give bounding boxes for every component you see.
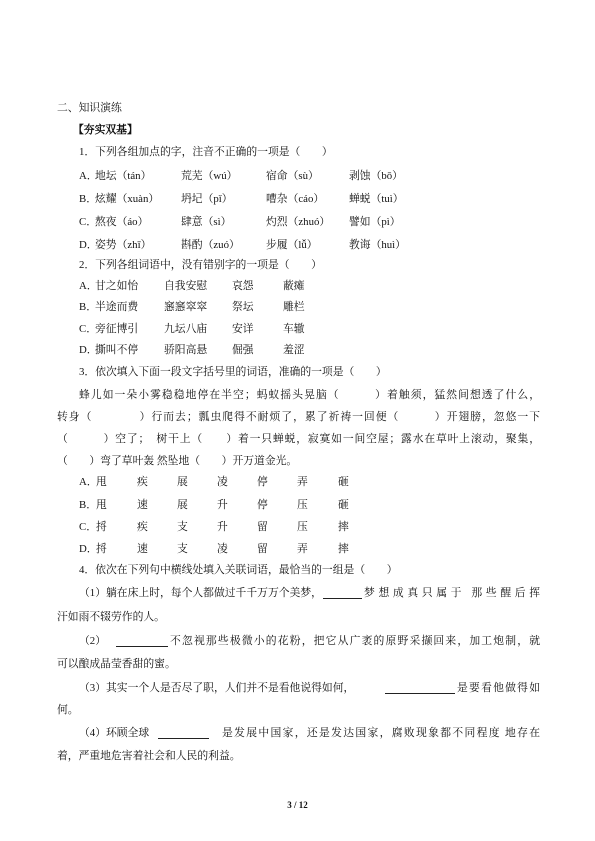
option-item: 宿命（sù） bbox=[266, 170, 319, 182]
option-item: 停 bbox=[257, 499, 268, 511]
option-item: 升 bbox=[217, 521, 228, 533]
question-1-option-b bbox=[79, 192, 549, 206]
option-item: 速 bbox=[137, 499, 148, 511]
option-item: 蝉蜕（tuì） bbox=[349, 193, 404, 205]
option-item: 压 bbox=[297, 499, 308, 511]
question-3-option-c bbox=[79, 520, 549, 534]
option-item: 捋 bbox=[96, 521, 107, 533]
option-item: 地坛（tán） bbox=[95, 170, 152, 182]
page-number: 3 / 12 bbox=[287, 800, 308, 810]
question-1-option-a bbox=[79, 169, 549, 183]
passage-line: 蜂儿如一朵小雾稳稳地停在半空；蚂蚁摇头晃脑（ ）着触须，猛然间想透了什么， bbox=[79, 389, 540, 401]
option-item: 倔强 bbox=[232, 344, 254, 356]
passage-line: 转身（ ）行而去；瓢虫爬得不耐烦了，累了祈祷一回便（ ）开翅膀，忽悠一下 bbox=[57, 411, 540, 423]
option-item: 窸窸窣窣 bbox=[164, 301, 208, 313]
sentence-3-after-blank: 是要看他做得如 bbox=[457, 682, 540, 694]
option-item: 安详 bbox=[232, 323, 254, 335]
answer-blank bbox=[158, 726, 209, 739]
option-label: D． bbox=[79, 239, 98, 251]
option-item: 摔 bbox=[338, 521, 349, 533]
answer-blank bbox=[116, 634, 168, 647]
question-2-option-d bbox=[79, 343, 549, 357]
option-item: 停 bbox=[257, 476, 268, 488]
option-label: B． bbox=[79, 193, 97, 205]
option-label: C． bbox=[79, 216, 97, 228]
question-3-option-b bbox=[79, 498, 549, 512]
option-item: 炫耀（xuàn） bbox=[95, 193, 160, 205]
option-item: 砸 bbox=[338, 476, 349, 488]
question-1-option-d bbox=[79, 238, 549, 252]
question-2-option-a bbox=[79, 279, 549, 293]
option-item: 疾 bbox=[137, 476, 148, 488]
option-item: 雕栏 bbox=[283, 301, 305, 313]
sentence-2-after-blank: 不忽视那些极微小的花粉，把它从广袤的原野采撷回来，加工炮制，就 bbox=[170, 635, 540, 647]
option-item: 摔 bbox=[338, 543, 349, 555]
option-item: 熬夜（áo） bbox=[95, 216, 149, 228]
sentence-1-continuation: 汗如雨不辍劳作的人。 bbox=[57, 611, 165, 623]
option-item: 支 bbox=[177, 521, 188, 533]
option-item: 疾 bbox=[137, 521, 148, 533]
option-item: 自我安慰 bbox=[164, 280, 208, 292]
option-item: 九坛八庙 bbox=[164, 323, 208, 335]
option-label: C． bbox=[79, 521, 97, 533]
option-item: 蔽瘫 bbox=[283, 280, 305, 292]
option-item: 展 bbox=[177, 499, 188, 511]
option-item: 展 bbox=[177, 476, 188, 488]
option-item: 步履（lǚ） bbox=[266, 239, 318, 251]
option-item: 譬如（pì） bbox=[349, 216, 401, 228]
option-label: A． bbox=[79, 476, 98, 488]
option-label: D． bbox=[79, 543, 98, 555]
option-item: 升 bbox=[217, 499, 228, 511]
sentence-4-before-blank: （4）环顾全球 bbox=[79, 727, 150, 739]
sentence-1-after-blank: 梦想成真只属于 那些醒后挥 bbox=[364, 587, 540, 599]
sentence-1-before-blank: （1）躺在床上时，每个人都做过千千万万个美梦， bbox=[79, 587, 322, 599]
option-item: 捋 bbox=[96, 543, 107, 555]
option-item: 速 bbox=[137, 543, 148, 555]
sentence-3-continuation: 何。 bbox=[57, 704, 79, 716]
option-item: 教诲（huì） bbox=[349, 239, 406, 251]
sentence-3-before-blank: （3）其实一个人是否尽了职，人们并不是看他说得如何， bbox=[79, 682, 355, 694]
answer-blank bbox=[323, 586, 362, 599]
question-3-option-a bbox=[79, 475, 549, 489]
option-item: 半途而费 bbox=[95, 301, 139, 313]
question-3-option-d bbox=[79, 542, 549, 556]
option-item: 斟酌（zuó） bbox=[181, 239, 240, 251]
option-item: 车辙 bbox=[283, 323, 305, 335]
option-label: A． bbox=[79, 280, 98, 292]
question-1-option-c bbox=[79, 215, 549, 229]
option-item: 甘之如怡 bbox=[95, 280, 139, 292]
option-label: C． bbox=[79, 323, 97, 335]
option-item: 弄 bbox=[297, 543, 308, 555]
question-2-option-c bbox=[79, 322, 549, 336]
option-item: 肆意（sì） bbox=[181, 216, 232, 228]
option-item: 支 bbox=[177, 543, 188, 555]
option-item: 旁征博引 bbox=[95, 323, 139, 335]
option-label: D． bbox=[79, 344, 98, 356]
option-item: 甩 bbox=[96, 476, 107, 488]
option-label: B． bbox=[79, 301, 97, 313]
option-item: 凌 bbox=[217, 543, 228, 555]
subsection-title: 【夯实双基】 bbox=[73, 124, 138, 136]
sentence-4-continuation: 着，严重地危害着社会和人民的利益。 bbox=[57, 750, 241, 762]
option-item: 坍圮（pǐ） bbox=[181, 193, 233, 205]
sentence-4-after-blank: 是发展中国家，还是发达国家，腐败现象都不同程度 地存在 bbox=[222, 727, 540, 739]
option-item: 灼烈（zhuó） bbox=[266, 216, 331, 228]
option-item: 荒芜（wú） bbox=[181, 170, 238, 182]
option-item: 弄 bbox=[297, 476, 308, 488]
sentence-2-continuation: 可以酿成晶莹香甜的蜜。 bbox=[57, 658, 176, 670]
option-label: B． bbox=[79, 499, 97, 511]
passage-line: （ ）弯了草叶轰 然坠地（ ）开万道金光。 bbox=[57, 455, 298, 467]
option-item: 撕叫不停 bbox=[95, 344, 139, 356]
option-item: 甩 bbox=[96, 499, 107, 511]
option-item: 骄阳高悬 bbox=[164, 344, 208, 356]
question-4-stem: 4．依次在下列句中横线处填入关联词语，最恰当的一组是（ ） bbox=[79, 564, 398, 576]
option-item: 羞涩 bbox=[283, 344, 305, 356]
option-item: 留 bbox=[257, 521, 268, 533]
option-item: 哀怨 bbox=[232, 280, 254, 292]
option-item: 姿势（zhī） bbox=[95, 239, 152, 251]
option-item: 压 bbox=[297, 521, 308, 533]
sentence-2-before-blank: （2） bbox=[79, 635, 106, 647]
option-item: 剥蚀（bō） bbox=[349, 170, 403, 182]
option-item: 祭坛 bbox=[232, 301, 254, 313]
question-2-stem: 2．下列各组词语中，没有错别字的一项是（ ） bbox=[79, 259, 322, 271]
option-item: 留 bbox=[257, 543, 268, 555]
passage-line: （ ）空了； 树干上（ ）着一只蝉蜕，寂寞如一间空屋；露水在草叶上滚动，聚集， bbox=[57, 433, 540, 445]
option-label: A． bbox=[79, 170, 98, 182]
section-title: 二、知识演练 bbox=[57, 102, 122, 114]
answer-blank bbox=[385, 681, 455, 694]
option-item: 砸 bbox=[338, 499, 349, 511]
option-item: 凌 bbox=[217, 476, 228, 488]
option-item: 嘈杂（cáo） bbox=[266, 193, 325, 205]
question-2-option-b bbox=[79, 300, 549, 314]
question-1-stem: 1．下列各组加点的字，注音不正确的一项是（ ） bbox=[79, 146, 333, 158]
question-3-stem: 3．依次填入下面一段文字括号里的词语，准确的一项是（ ） bbox=[79, 366, 387, 378]
